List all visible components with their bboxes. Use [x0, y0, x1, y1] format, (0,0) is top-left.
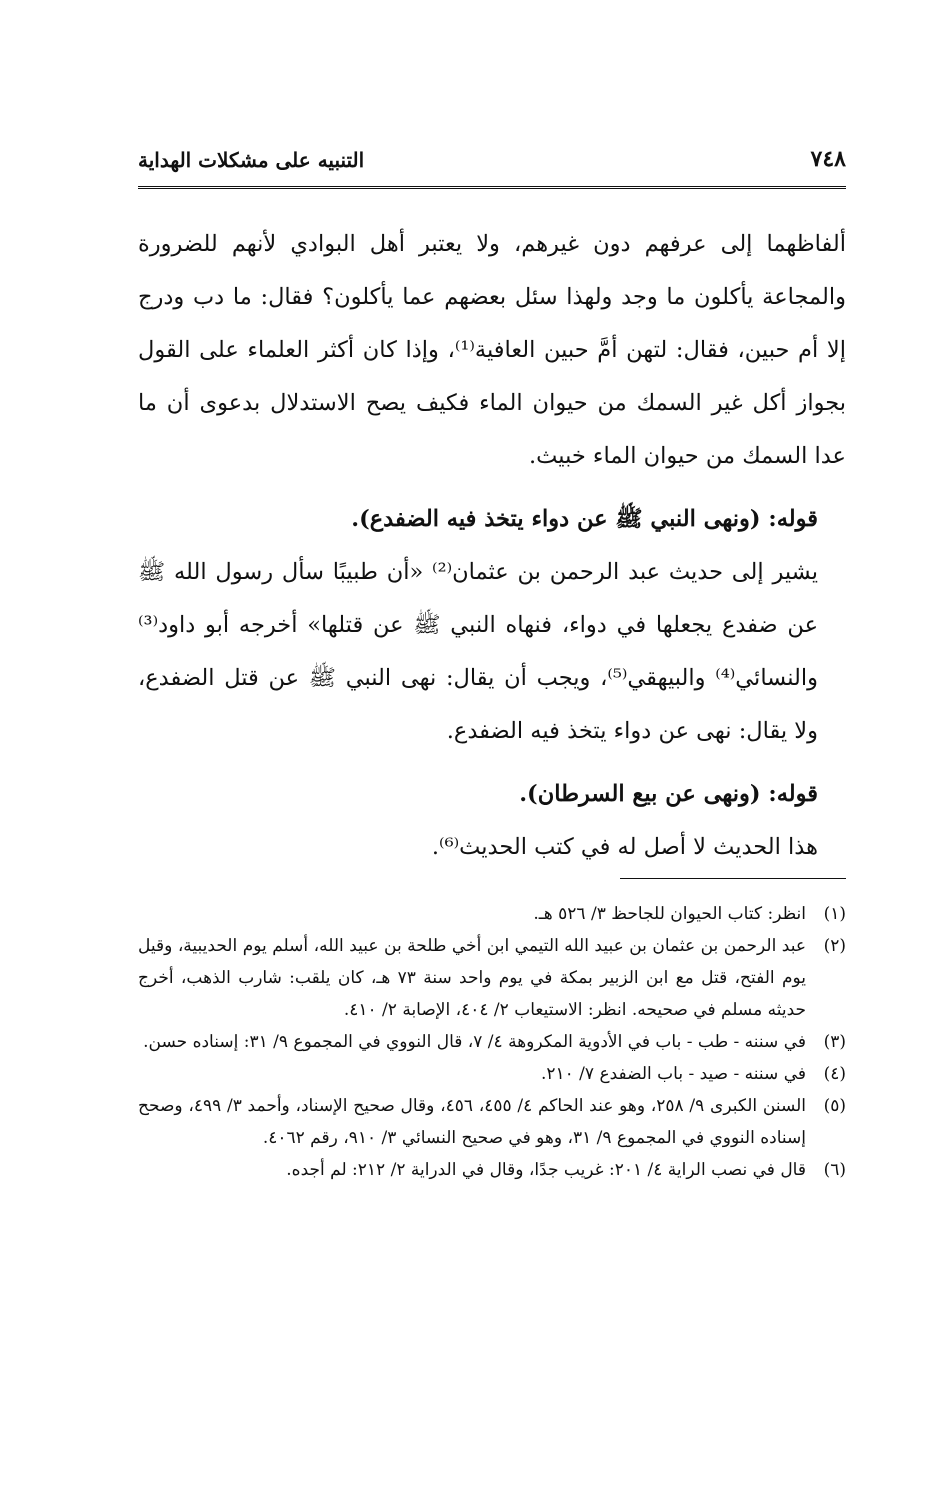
- footnote: [138, 1026, 846, 1058]
- footnote: [138, 930, 846, 1026]
- footnote-number: (٣): [823, 1032, 846, 1052]
- footnote-text: في سننه - طب - باب في الأدوية المكروهة ٤/ ٧، قال النووي في المجموع ٩/ ٣١: إسناده حسن.: [143, 1032, 806, 1052]
- footnote-number: (٤): [823, 1064, 846, 1084]
- footnote: [138, 898, 846, 930]
- footnote-number: (٦): [823, 1160, 846, 1180]
- page-header: [138, 140, 846, 180]
- footnote-number: (٢): [823, 936, 846, 956]
- footnote: [138, 1154, 846, 1186]
- footnote-number: (٥): [823, 1096, 846, 1116]
- page-number: ٧٤٨: [810, 146, 846, 172]
- footnote-text: انظر: كتاب الحيوان للجاحظ ٣/ ٥٢٦ هـ.: [533, 904, 806, 924]
- paragraph-3: هذا الحديث لا أصل له في كتب الحديث⁽⁶⁾.: [431, 834, 818, 860]
- footnote: [138, 1058, 846, 1090]
- footnote-divider: [620, 878, 846, 879]
- header-divider: [138, 186, 846, 189]
- running-title: التنبيه على مشكلات الهداية: [138, 148, 365, 172]
- main-text: [138, 218, 846, 874]
- paragraph-2: يشير إلى حديث عبد الرحمن بن عثمان⁽²⁾ «أن طبيبًا سأل رسول الله ﷺ عن ضفدع يجعلها في دواء، فنهاه النبي ﷺ عن قتلها» أخرجه أبو داود⁽³⁾ والنسائي⁽⁴⁾ والبيهقي⁽⁵⁾، ويجب أن يقال: نهى النبي ﷺ عن قتل الضفدع، ولا يقال: نهى عن دواء يتخذ فيه الضفدع.: [138, 559, 819, 744]
- quoted-statement-1: قوله: (ونهى النبي ﷺ عن دواء يتخذ فيه الضفدع).: [351, 506, 818, 532]
- footnotes: [138, 898, 846, 1186]
- footnote-text: قال في نصب الراية ٤/ ٢٠١: غريب جدًا، وقال في الدراية ٢/ ٢١٢: لم أجده.: [286, 1160, 806, 1180]
- paragraph-1: ألفاظهما إلى عرفهم دون غيرهم، ولا يعتبر أهل البوادي لأنهم للضرورة والمجاعة يأكلون ما وجد ولهذا سئل بعضهم عما يأكلون؟ فقال: ما دب ودرج إلا أم حبين، فقال: لتهن أمَّ حبين العافية⁽¹⁾، وإذا كان أكثر العلماء على القول بجواز أكل غير السمك من حيوان الماء فكيف يصح الاستدلال بدعوى أن ما عدا السمك من حيوان الماء خبيث.: [138, 231, 846, 469]
- footnote: [138, 1090, 846, 1154]
- footnote-text: السنن الكبرى ٩/ ٢٥٨، وهو عند الحاكم ٤/ ٤٥٥، ٤٥٦، وقال صحيح الإسناد، وأحمد ٣/ ٤٩٩، وصحح إسناده النووي في المجموع ٩/ ٣١، وهو في صحيح النسائي ٣/ ٩١٠، رقم ٤٠٦٢.: [138, 1096, 807, 1148]
- footnote-text: في سننه - صيد - باب الضفدع ٧/ ٢١٠.: [540, 1064, 806, 1084]
- footnote-text: عبد الرحمن بن عثمان بن عبيد الله التيمي ابن أخي طلحة بن عبيد الله، أسلم يوم الحديبية، وقيل يوم الفتح، قتل مع ابن الزبير بمكة في يوم واحد سنة ٧٣ هـ، كان يلقب: شارب الذهب، أخرج حديثه مسلم في صحيحه. انظر: الاستيعاب ٢/ ٤٠٤، الإصابة ٢/ ٤١٠.: [138, 936, 807, 1020]
- quoted-statement-2: قوله: (ونهى عن بيع السرطان).: [519, 781, 818, 807]
- footnote-number: (١): [823, 904, 846, 924]
